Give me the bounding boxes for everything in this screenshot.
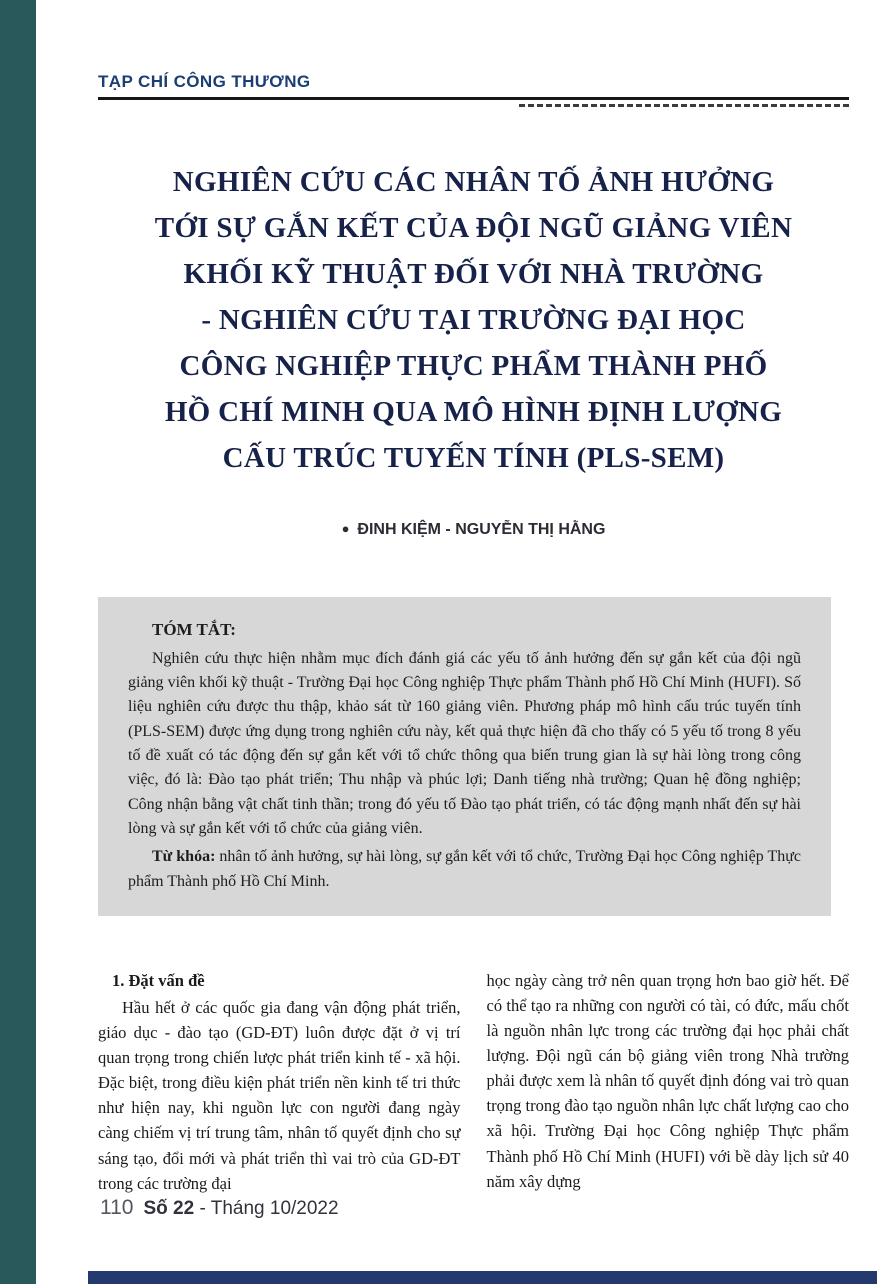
abstract-heading: TÓM TẮT: bbox=[152, 620, 236, 639]
page-footer bbox=[100, 1196, 339, 1220]
article-title bbox=[98, 159, 849, 481]
article-title-line: HỒ CHÍ MINH QUA MÔ HÌNH ĐỊNH LƯỢNG bbox=[164, 396, 783, 428]
keywords-label: Từ khóa: bbox=[152, 848, 216, 866]
header-dashed-rule bbox=[519, 104, 849, 107]
left-spine-bar bbox=[0, 0, 36, 1284]
abstract-box bbox=[98, 597, 831, 916]
issue-date: - Tháng 10/2022 bbox=[194, 1198, 339, 1219]
article-title-line: TỚI SỰ GẮN KẾT CỦA ĐỘI NGŨ GIẢNG VIÊN bbox=[154, 212, 793, 244]
page-content bbox=[98, 0, 849, 1196]
bottom-accent-bar bbox=[88, 1271, 877, 1284]
abstract-body: Nghiên cứu thực hiện nhằm mục đích đánh giá các yếu tố ảnh hưởng đến sự gắn kết của đội ngũ giảng viên khối kỹ thuật - Trường Đại học Công nghiệp Thực phẩm Thành phố Hồ Chí Minh (HUFI). Số liệu nghiên cứu được thu thập, khảo sát từ 160 giảng viên. Phương pháp mô hình cấu trúc tuyến tính (PLS-SEM) được ứng dụng trong nghiên cứu này, kết quả thực hiện đã cho thấy có 5 yếu tố trong 8 yếu tố đề xuất có tác động đến sự gắn kết với tổ chức thông qua biến trung gian là sự hài lòng trong công việc, đó là: Đào tạo phát triển; Thu nhập và phúc lợi; Danh tiếng nhà trường; Quan hệ đồng nghiệp; Công nhận bằng vật chất tinh thần; trong đó yếu tố Đào tạo phát triển, có tác động mạnh nhất đến sự hài lòng và sự gắn kết với tổ chức của giảng viên. bbox=[128, 649, 801, 838]
article-title-line: NGHIÊN CỨU CÁC NHÂN TỐ ẢNH HƯỞNG bbox=[172, 166, 775, 198]
article-title-line: KHỐI KỸ THUẬT ĐỐI VỚI NHÀ TRƯỜNG bbox=[183, 258, 764, 290]
section-heading: 1. Đặt vấn đề bbox=[112, 970, 205, 990]
left-column-paragraph: Hầu hết ở các quốc gia đang vận động phát triển, giáo dục - đào tạo (GD-ĐT) luôn được đặt ở vị trí quan trọng trong chiến lược phát triển kinh tế - xã hội. Đặc biệt, trong điều kiện phát triển nền kinh tế tri thức như hiện nay, khi nguồn lực con người đang ngày càng chiếm vị trí trung tâm, nhân tố quyết định cho sự sáng tạo, đổi mới và phát triển thì vai trò của GD-ĐT trong các trường đại bbox=[98, 998, 461, 1193]
author-line bbox=[98, 521, 849, 539]
issue-label: Số 22 bbox=[143, 1198, 195, 1219]
page-number: 110 bbox=[100, 1196, 134, 1219]
keywords-line bbox=[128, 845, 801, 894]
article-title-line: - NGHIÊN CỨU TẠI TRƯỜNG ĐẠI HỌC bbox=[201, 304, 746, 336]
keywords-text: nhân tố ảnh hưởng, sự hài lòng, sự gắn kết với tổ chức, Trường Đại học Công nghiệp Thực phẩm Thành phố Hồ Chí Minh. bbox=[128, 848, 801, 890]
right-column bbox=[487, 968, 850, 1196]
left-column bbox=[98, 968, 461, 1196]
header-rule bbox=[98, 97, 849, 100]
article-title-line: CẤU TRÚC TUYẾN TÍNH (PLS-SEM) bbox=[222, 442, 725, 474]
journal-name: TẠP CHÍ CÔNG THƯƠNG bbox=[98, 72, 311, 91]
author-names: ĐINH KIỆM - NGUYỄN THỊ HẰNG bbox=[357, 521, 606, 538]
article-body bbox=[98, 968, 849, 1196]
right-column-paragraph: học ngày càng trở nên quan trọng hơn bao giờ hết. Để có thể tạo ra những con người có tài, có đức, mấu chốt là nguồn nhân lực trong các trường đại học phải chất lượng. Đội ngũ cán bộ giảng viên trong Nhà trường phải được xem là nhân tố quyết định đóng vai trò quan trọng trong đào tạo nguồn nhân lực chất lượng cao cho xã hội. Trường Đại học Công nghiệp Thực phẩm Thành phố Hồ Chí Minh (HUFI) với bề dày lịch sử 40 năm xây dựng bbox=[486, 970, 849, 1191]
author-bullet-icon: ● bbox=[341, 521, 350, 536]
article-title-line: CÔNG NGHIỆP THỰC PHẨM THÀNH PHỐ bbox=[179, 350, 768, 382]
